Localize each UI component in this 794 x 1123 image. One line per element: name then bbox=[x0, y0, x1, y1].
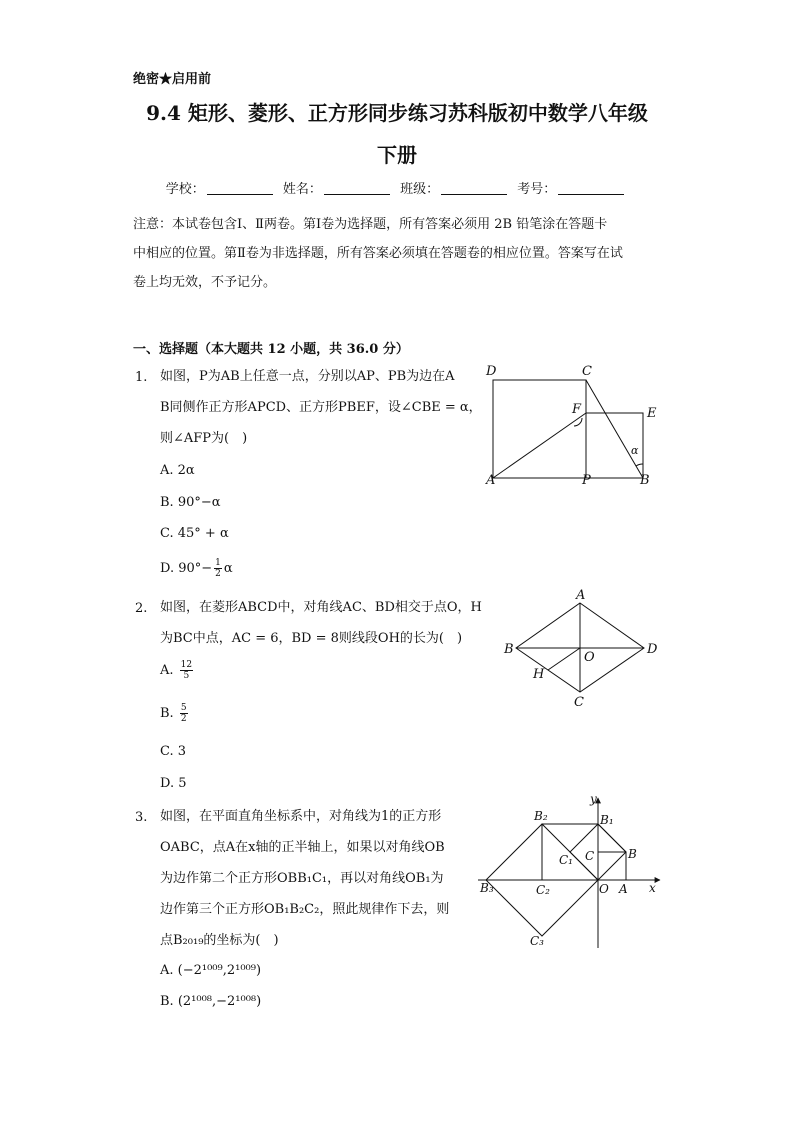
q2-label-c: C bbox=[574, 695, 584, 710]
q1-label-b: B bbox=[640, 473, 650, 488]
q1-square-apcd bbox=[493, 380, 586, 478]
class-blank[interactable] bbox=[441, 194, 507, 195]
q2-option-b-fraction bbox=[180, 703, 188, 724]
q3-figure bbox=[478, 790, 668, 955]
q3-number: 3. bbox=[135, 810, 148, 825]
q2-label-b: B bbox=[504, 642, 514, 657]
q3-option-a[interactable]: A. (−2¹⁰⁰⁹,2¹⁰⁰⁹) bbox=[160, 963, 262, 978]
page-title-line2: 下册 bbox=[377, 143, 417, 167]
q3-label-b3: B₃ bbox=[480, 881, 494, 895]
page-title-line1: 9.4 矩形、菱形、正方形同步练习苏科版初中数学八年级 bbox=[146, 101, 648, 125]
q1-line2: B同侧作正方形APCD、正方形PBEF，设∠CBE = α， bbox=[160, 400, 482, 415]
q1-option-b[interactable]: B. 90°−α bbox=[160, 495, 221, 510]
q1-line-cb bbox=[586, 380, 643, 478]
q1-figure bbox=[478, 360, 668, 490]
q3-line3: 为边作第二个正方形OBB₁C₁，再以对角线OB₁为 bbox=[160, 871, 444, 886]
q3-option-b[interactable]: B. (2¹⁰⁰⁸,−2¹⁰⁰⁸) bbox=[160, 994, 262, 1009]
q2-option-a-den: 5 bbox=[183, 671, 190, 681]
q1-option-a[interactable]: A. 2α bbox=[160, 463, 195, 478]
q1-label-d: D bbox=[486, 364, 497, 379]
notice-line3: 卷上均无效，不予记分。 bbox=[133, 275, 277, 290]
q1-option-c[interactable]: C. 45° + α bbox=[160, 526, 229, 541]
q3-label-b1: B₁ bbox=[600, 813, 614, 827]
q3-label-c3: C₃ bbox=[530, 934, 544, 948]
q1-option-d-num: 1 bbox=[215, 558, 221, 568]
q2-figure bbox=[498, 586, 668, 711]
q3-line-b1b bbox=[598, 824, 626, 852]
name-blank[interactable] bbox=[324, 194, 390, 195]
q2-line1: 如图，在菱形ABCD中，对角线AC、BD相交于点O，H bbox=[160, 600, 482, 615]
q2-line2: 为BC中点，AC = 6，BD = 8则线段OH的长为( ) bbox=[160, 631, 463, 646]
q1-label-c: C bbox=[582, 364, 592, 379]
q1-label-f: F bbox=[572, 402, 582, 417]
q1-option-d-fraction bbox=[214, 558, 222, 579]
q3-line2: OABC，点A在x轴的正半轴上，如果以对角线OB bbox=[160, 840, 445, 855]
q1-label-a: A bbox=[486, 473, 496, 488]
q1-label-p: P bbox=[582, 473, 591, 488]
q1-option-d-prefix: D. 90°− bbox=[160, 561, 213, 576]
q3-label-x: x bbox=[649, 881, 656, 895]
q2-option-c[interactable]: C. 3 bbox=[160, 744, 187, 759]
q2-number: 2. bbox=[135, 601, 148, 616]
q1-option-d-den: 2 bbox=[215, 569, 221, 579]
notice-line1: 注意：本试卷包含Ⅰ、Ⅱ两卷。第Ⅰ卷为选择题，所有答案必须用 2B 铅笔涂在答题卡 bbox=[133, 217, 608, 232]
q2-label-o: O bbox=[584, 650, 595, 665]
q3-label-b: B bbox=[628, 847, 637, 861]
q2-option-d[interactable]: D. 5 bbox=[160, 776, 187, 791]
q2-label-h: H bbox=[533, 667, 545, 682]
confidential-header: 绝密★启用前 bbox=[133, 72, 212, 87]
q3-line1: 如图，在平面直角坐标系中，对角线为1的正方形 bbox=[160, 809, 442, 824]
q3-line5: 点B₂₀₁₉的坐标为( ) bbox=[160, 933, 279, 948]
q3-label-c1: C₁ bbox=[559, 853, 573, 867]
q1-number: 1. bbox=[135, 370, 148, 385]
name-label: 姓名： bbox=[282, 182, 322, 197]
exam-no-label: 考号： bbox=[517, 182, 557, 197]
q1-label-alpha: α bbox=[631, 444, 639, 457]
q3-label-o: O bbox=[599, 882, 609, 896]
q2-option-b[interactable] bbox=[160, 703, 190, 724]
q3-label-y: y bbox=[590, 792, 597, 806]
exam-no-blank[interactable] bbox=[558, 194, 624, 195]
q1-option-d[interactable] bbox=[160, 558, 233, 579]
school-blank[interactable] bbox=[207, 194, 273, 195]
notice-line2: 中相应的位置。第Ⅱ卷为非选择题，所有答案必须填在答题卷的相应位置。答案写在试 bbox=[133, 246, 623, 261]
q2-option-a-num: 12 bbox=[180, 660, 193, 670]
q1-option-d-suffix: α bbox=[223, 561, 233, 576]
q1-angle-arc-b bbox=[636, 464, 643, 466]
student-info bbox=[133, 178, 663, 197]
q2-segment-oh bbox=[548, 648, 580, 670]
q3-label-b2: B₂ bbox=[534, 809, 548, 823]
q3-line4: 边作第三个正方形OB₁B₂C₂，照此规律作下去，则 bbox=[160, 902, 450, 917]
q2-label-d: D bbox=[647, 642, 658, 657]
q1-line1: 如图，P为AB上任意一点，分别以AP、PB为边在A bbox=[160, 369, 455, 384]
school-label: 学校： bbox=[165, 182, 205, 197]
q3-label-c: C bbox=[585, 849, 595, 863]
q1-line-af bbox=[493, 413, 586, 478]
class-label: 班级： bbox=[400, 182, 440, 197]
q2-option-a[interactable] bbox=[160, 660, 195, 681]
q2-option-b-den: 2 bbox=[180, 714, 187, 724]
section-heading: 一、选择题（本大题共 12 小题，共 36.0 分） bbox=[133, 342, 409, 357]
q2-option-b-num: 5 bbox=[180, 703, 187, 713]
q2-label-a: A bbox=[576, 588, 586, 603]
q2-option-b-prefix: B. bbox=[160, 706, 174, 721]
q3-label-a: A bbox=[619, 882, 628, 896]
q1-line3: 则∠AFP为( ) bbox=[160, 431, 248, 446]
q1-label-e: E bbox=[647, 406, 657, 421]
q3-label-c2: C₂ bbox=[536, 883, 550, 897]
q2-option-a-prefix: A. bbox=[160, 663, 174, 678]
q2-option-a-fraction bbox=[180, 660, 193, 681]
